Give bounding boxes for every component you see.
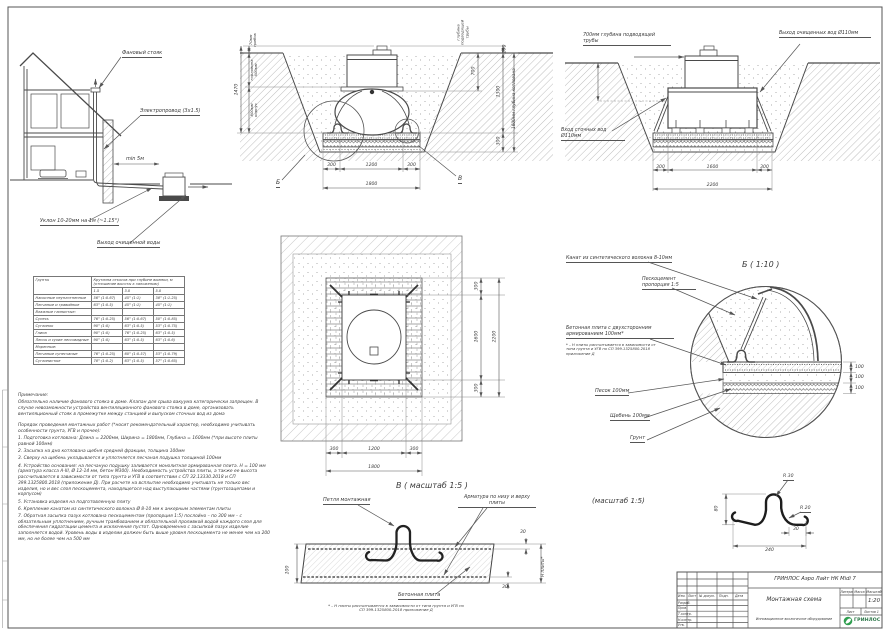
- grinlos-logo-text: ГРИНЛОС: [854, 618, 881, 623]
- b-dim-100-1: 100: [855, 364, 864, 370]
- stamp-ndoc: № докум.: [699, 594, 715, 598]
- anchor-detail-drawing: [722, 480, 814, 549]
- litera-header: Литера: [840, 589, 853, 594]
- scale-value: 1:20: [867, 598, 881, 604]
- label-pit-depth-1600: 1600мм глубина котлована: [511, 68, 517, 129]
- table-row: Песчаные и гравийные 63° (1:0.5) 45° (1:1) 45° (1:1): [34, 302, 185, 309]
- dim-1800: 1800: [365, 181, 378, 187]
- notes-p2: Порядок проведения монтажных работ (*носит рекомендательный характер, необходимо учитывать особенности грунта, УГВ и прочее):: [18, 423, 256, 435]
- label-700mm-pipe-depth: 700мм глубина подводящей трубы: [583, 33, 671, 46]
- label-soil: Грунт: [630, 436, 645, 443]
- table-row: Насыпные неуплотненные 56° (1:0.67) 45° (1:1) 38° (1:1.25): [34, 295, 185, 302]
- notes-step-4: 4. Устройство основания: на песчаную подушку заливается монолитная армированная плита. Н = 100 мм (арматура класса А-III, Ø 12-14 мм, бетон М300). Необходимость устройства плиты, а также ее высота рассчитывается в зависимости от типа грунта и УГВ в соответствии с СП 32.13330.2018 и СП 399.1325800.2018 (приложение Д). При расчете на всплытие необходимо учитывать не только вес изделия, но и вес слоя пескоцемента, находящегося над выступающими частями (грунтозацепами и корпусом): [18, 463, 266, 498]
- label-sand-100: Песок 100мм: [595, 389, 629, 396]
- notes-step-7: 7. Обратная засыпка пазух котлована пескоцементом (пропорция 1:5) послойно – по 300 мм – с обязательным уплотнением, ручным трамбованием и обязательной проливкой водой каждого слоя для обеспечения гидратации цемента и исключения пустот. Одновременно с засыпкой пазух изделие заполняется водой. Уровень воды в изделии должен быть выше уровня пескоцемента не менее чем на 200 мм, но не более чем на 500 мм: [18, 513, 270, 542]
- dim-300-b: 300: [407, 163, 416, 168]
- anchor-dim-80: 80: [714, 505, 720, 512]
- dim-1470: 1470: [234, 83, 240, 96]
- notes-step-6: 6. Крепление канатом из синтетического волокна Ø 8-10 мм к анкерным элементам плиты: [18, 506, 231, 512]
- label-cap-70mm: 70мм грибок: [248, 33, 258, 47]
- listov-label: Листов 1: [864, 609, 879, 614]
- notes-title: Примечание:: [18, 393, 49, 398]
- label-concrete-slab-b: Бетонная плита с двухсторонним армированием 100мм*: [566, 326, 674, 339]
- anchor-r20: R 20: [800, 506, 811, 511]
- label-electric-wire: Электропровод (3х1.5): [140, 109, 200, 116]
- plan-dim-1800: 1800: [368, 465, 380, 470]
- label-mounting-loop: Петля монтажная: [323, 498, 370, 505]
- label-clean-water-outlet: Выход очищенной воды: [97, 241, 160, 248]
- anchor-dim-240: 240: [765, 548, 774, 553]
- b-dim-100-3: 100: [855, 385, 864, 391]
- anchor-dim-30: 30: [793, 527, 799, 532]
- label-rope: Канат из синтетического волокна 8-10мм: [566, 256, 672, 263]
- stamp-razrab: Разраб.: [678, 600, 691, 605]
- anchor-r30: R 30: [783, 474, 794, 479]
- dim-700: 700: [471, 66, 477, 76]
- table-row: Суглинок 90° (1:0) 63° (1:0.5) 53° (1:0.75): [34, 323, 185, 330]
- table-row: Лессы и сухие лессовидные 90° (1:0) 63° (1:0.5) 63° (1:0.6): [34, 337, 185, 344]
- list-label: Лист: [846, 609, 855, 614]
- dim-100-top: 100: [502, 44, 508, 54]
- soil-slope-table: [33, 276, 185, 365]
- stamp-list: Лист: [688, 594, 697, 598]
- label-inlet-pipe-depth: глубина подводящей трубы: [455, 19, 470, 46]
- detail-b-title: Б ( 1:10 ): [742, 260, 780, 269]
- label-slope: Уклон 10-20мм на 1м (~1.15°): [40, 219, 119, 226]
- dim-1200: 1200: [365, 163, 378, 168]
- plan-dim-1600: 1600: [474, 330, 480, 342]
- dim-300-d: 300: [760, 164, 769, 170]
- stamp-data: Дата: [735, 594, 744, 598]
- dim-1600: 1600: [706, 164, 719, 170]
- company-slogan: Инновационное экологичное оборудование: [755, 617, 833, 621]
- dim-300-a: 300: [327, 163, 336, 168]
- label-vent-stack: Фановый стояк: [122, 51, 162, 58]
- b-dim-100-2: 100: [855, 375, 864, 380]
- label-neck-600mm: горловина 600мм: [249, 59, 259, 81]
- product-title: ГРИНЛОС Аэро Лайт НК Midi 7: [774, 576, 856, 582]
- label-min-5m: min 5м: [126, 156, 144, 162]
- dim-1300: 1300: [496, 85, 502, 98]
- label-concrete-slab-v: Бетонная плита: [398, 593, 440, 600]
- installation-notes: [18, 393, 270, 544]
- notes-step-3: 3. Сверху на щебень укладывается и уплотняется песчаная подушка толщиной 100мм: [18, 456, 222, 462]
- v-dim-100: 100: [285, 565, 291, 575]
- stamp-nkontr: Н.контр.: [678, 617, 693, 622]
- table-row: Песчаные супесчаные 76° (1:0.25) 60° (1:0.57) 53° (1:0.79): [34, 351, 185, 358]
- table-row: Моренные:: [34, 344, 185, 351]
- table-row: Суглинистые 78° (1:0.2) 63° (1:0.5) 57° (1:0.65): [34, 358, 185, 365]
- stamp-utv: Утв.: [678, 623, 685, 628]
- label-body-800mm: 800мм корпус: [249, 103, 259, 117]
- notes-step-1: 1. Подготовка котлована: Длина = 2200мм, Ширина = 1800мм, Глубина = 1600мм (*при высоте плиты равной 100мм): [18, 436, 258, 448]
- plan-view-drawing: [281, 236, 505, 476]
- doc-type: Монтажная схема: [766, 597, 822, 603]
- house-section-drawing: [10, 53, 232, 243]
- notes-step-2: 2. Засыпка на дно котлована щебня средней фракции, толщина 100мм: [18, 449, 185, 455]
- v-dim-30-bottom: 30: [502, 585, 508, 590]
- dim-300-right: 300: [496, 136, 502, 146]
- v-dim-h-plity: Н плиты*: [540, 556, 546, 577]
- label-footnote-b: * – Н плиты рассчитывается в зависимости от типа грунта и УГВ по СП 399.1325800.2018 приложение Д: [566, 343, 656, 356]
- plan-dim-300-top: 300: [474, 281, 480, 290]
- table-row: Влажные глинистые:: [34, 309, 185, 316]
- grinlos-logo-icon: [844, 617, 853, 626]
- label-sandcement: Пескоцемент пропорция 1:5: [642, 277, 696, 290]
- label-rebar: Арматура по низу и верху плиты: [458, 495, 536, 508]
- dim-2200: 2200: [706, 183, 719, 188]
- dim-300-c: 300: [656, 164, 665, 170]
- stamp-podp: Подп.: [719, 594, 729, 598]
- label-treated-outlet: Выход очищенных вод Ø110мм: [779, 31, 871, 38]
- massa-header: Масса: [854, 589, 865, 594]
- depth-3: 5.0: [154, 288, 185, 295]
- label-sewage-inlet: Вход сточных вод Ø110мм: [561, 128, 625, 141]
- slope-col-header: Крутизна откосов при глубине выемки, м (отношение высоты к заложению): [92, 277, 185, 288]
- notes-p1: Обязательно наличие фанового стояка в доме. Клапан для срыва вакуума категорически запрещен. В случае невозможности устройства вентиляционного фанового стояка в доме, организовать вентиляционный стояк в промежутке между станцией и выпуском сточных вод из дома: [18, 400, 259, 417]
- table-row: Супесь 76° (1:0.25) 56° (1:0.67) 50° (1:0.85): [34, 316, 185, 323]
- marker-detail-v: В: [458, 175, 463, 182]
- depth-2: 3.0: [123, 288, 154, 295]
- masshtab-header: Масштаб: [866, 589, 882, 594]
- stamp-izm: Изм.: [678, 594, 686, 598]
- detail-v-drawing: [294, 505, 546, 594]
- plan-dim-2200: 2200: [492, 330, 498, 343]
- label-gravel-100: Щебень 100мм: [610, 414, 650, 421]
- stamp-prov: Пров.: [678, 606, 688, 611]
- plan-dim-300-bottom: 300: [474, 383, 480, 392]
- v-dim-30-top: 30: [520, 530, 526, 535]
- marker-detail-b: Б: [276, 179, 281, 186]
- stamp-tkontr: Т.контр.: [678, 612, 692, 616]
- plan-dim-300-r: 300: [409, 447, 419, 452]
- plan-dim-1200: 1200: [368, 447, 380, 452]
- depth-1: 1.5: [92, 288, 123, 295]
- soil-col-header: Грунты: [34, 277, 92, 295]
- label-footnote-v: * – Н плиты рассчитывается в зависимости от типа грунта и УГВ по СП 399.1325800.2018 приложение Д: [328, 603, 464, 613]
- notes-step-5: 5. Установка изделия на подготовленную плиту: [18, 499, 131, 505]
- anchor-detail-title: (масштаб 1:5): [592, 496, 645, 505]
- table-row: Глина 90° (1:0) 76° (1:0.25) 63° (1:0.5): [34, 330, 185, 337]
- detail-v-title: В ( масштаб 1:5 ): [396, 481, 468, 490]
- plan-dim-300-l: 300: [329, 447, 339, 452]
